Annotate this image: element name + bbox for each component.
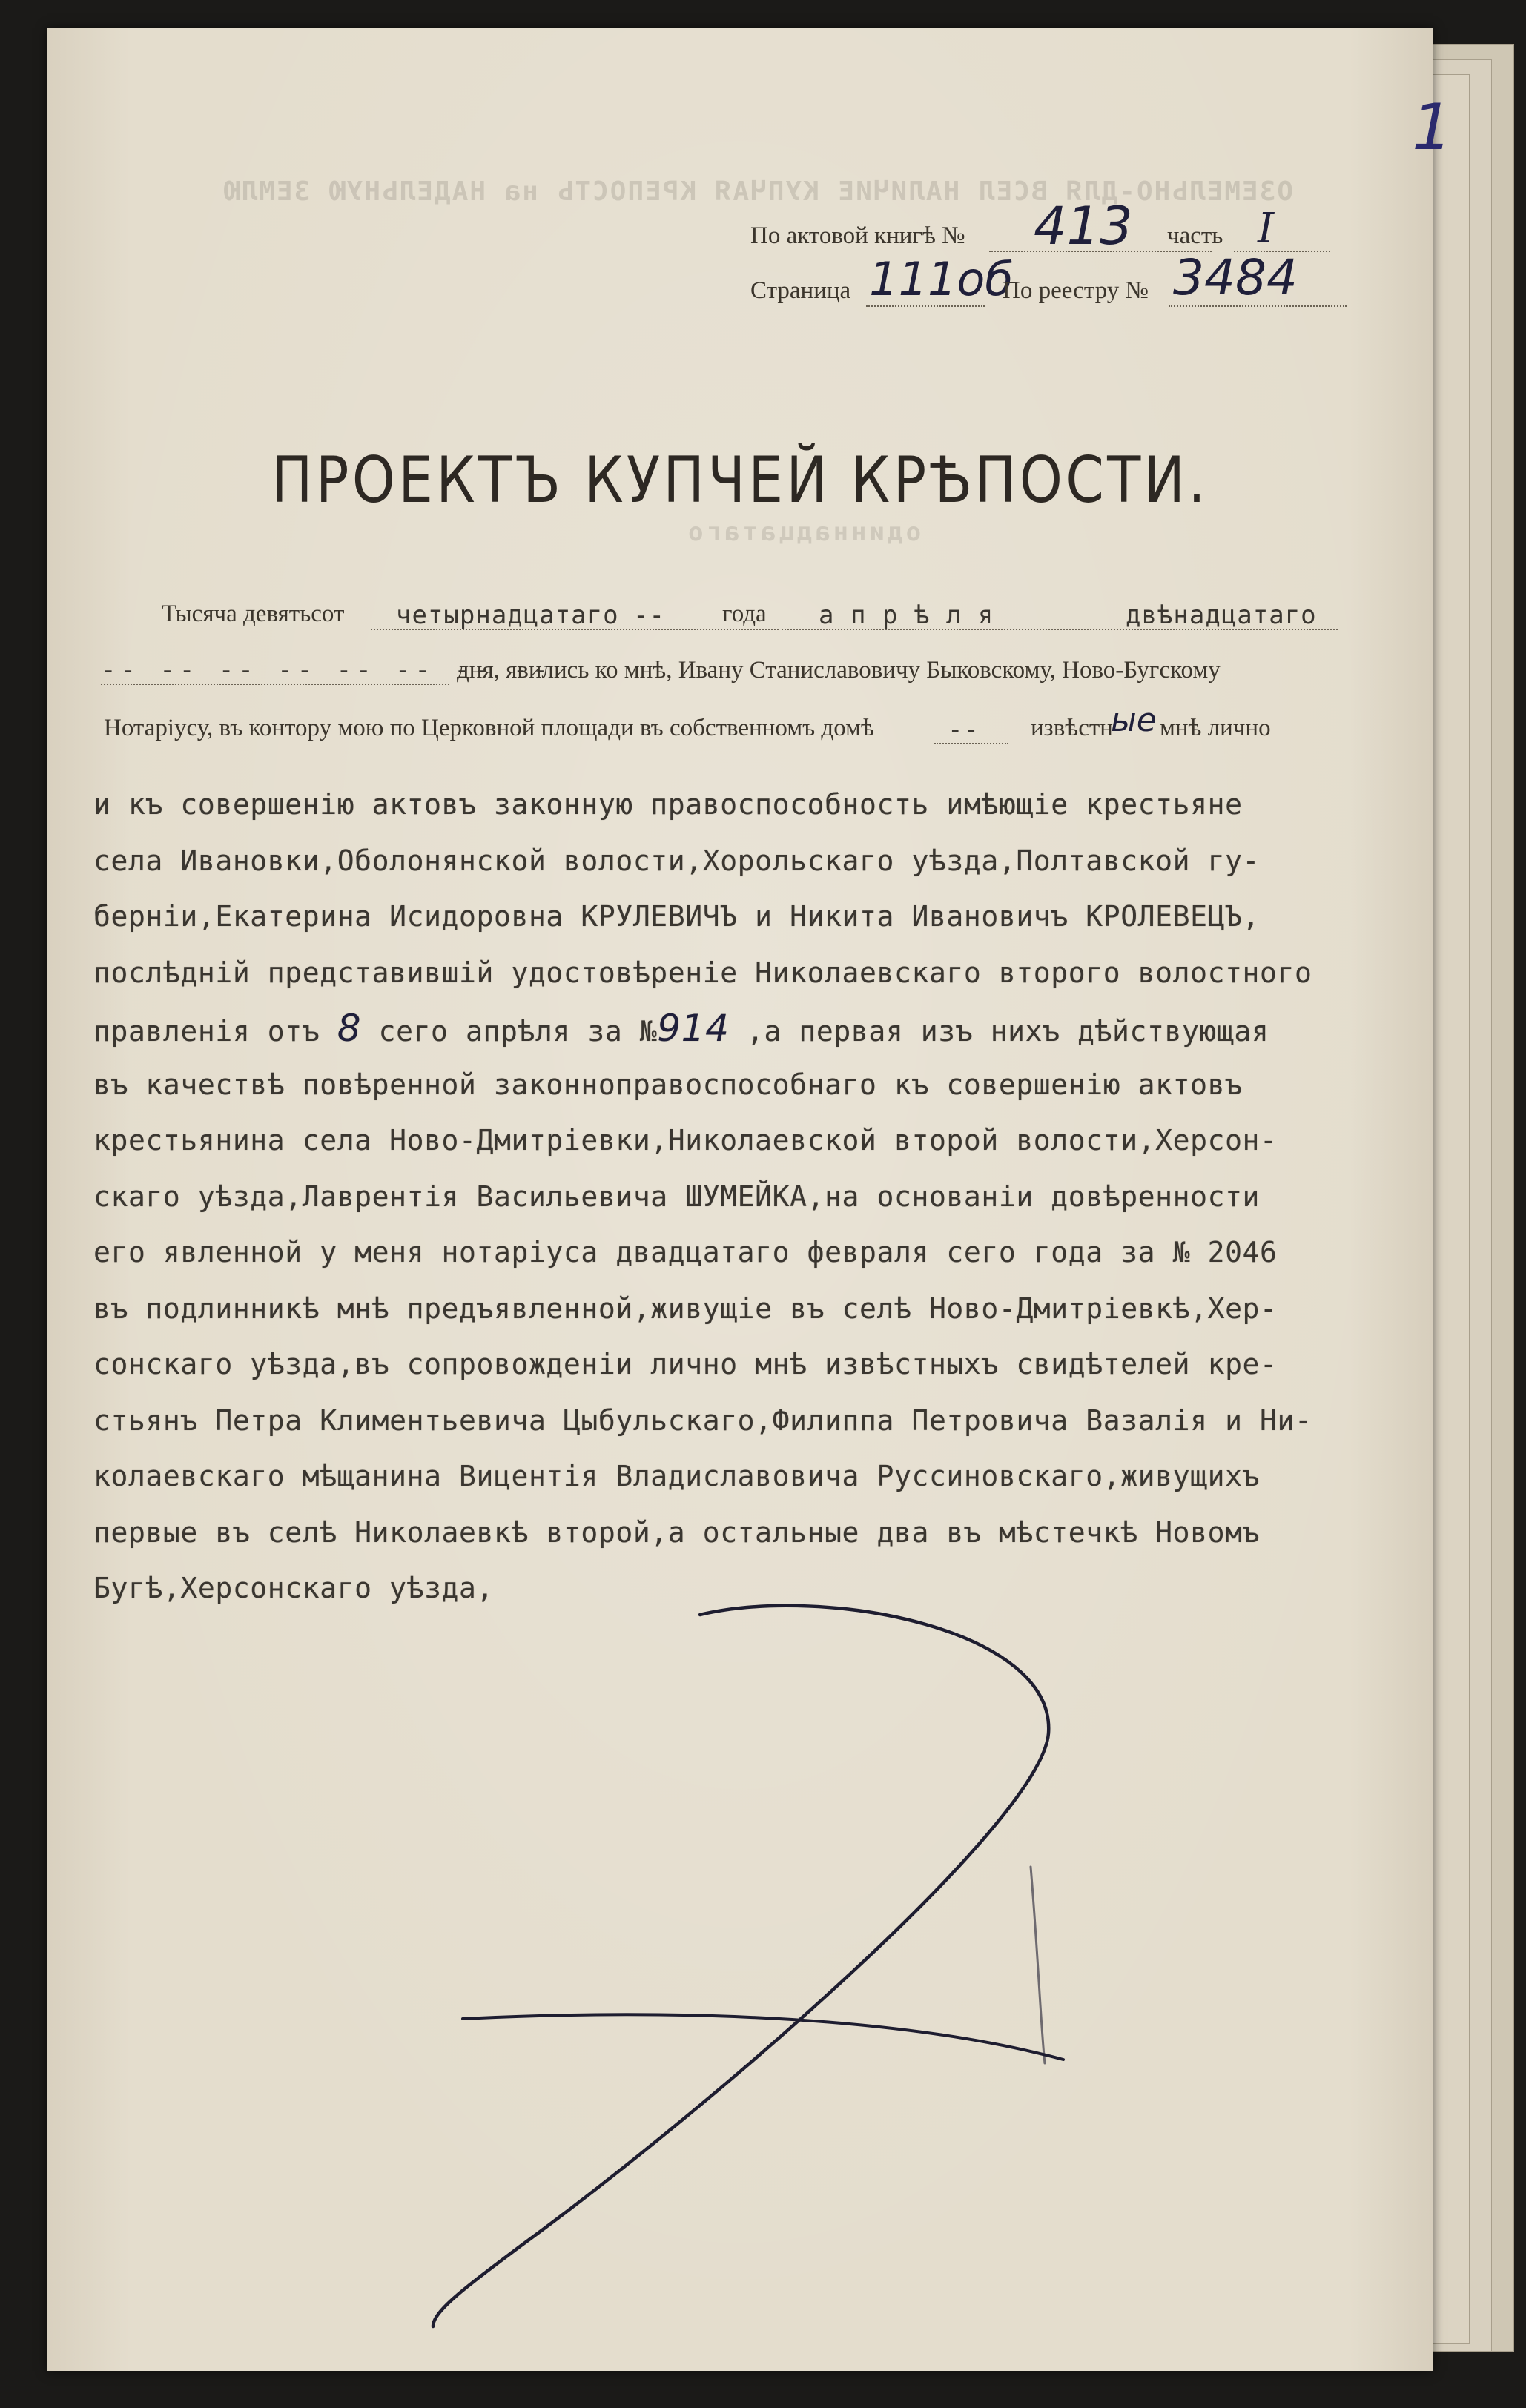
typed-line-mid: сего апрѣля за № bbox=[378, 1015, 658, 1048]
book-number: 413 bbox=[1034, 196, 1133, 257]
typed-line: колаевскаго мѣщанина Вицентія Владиславовича Руссиновскаго,живущихъ bbox=[93, 1460, 1261, 1492]
part-value: I bbox=[1258, 205, 1275, 253]
line3-text-a: Нотаріусу, въ контору мою по Церковной площади въ собственномъ домѣ bbox=[104, 715, 874, 741]
typed-line: въ качествѣ повѣренной законноправоспособнаго къ совершенію актовъ bbox=[93, 1068, 1243, 1101]
typed-line: скаго уѣзда,Лаврентія Васильевича ШУМЕЙКА,на основаніи довѣренности bbox=[93, 1180, 1261, 1213]
line1-day: двѣнадцатаго bbox=[1126, 601, 1317, 630]
typed-line: Бугѣ,Херсонскаго уѣзда, bbox=[93, 1572, 494, 1604]
document-title: ПРОЕКТЪ КУПЧЕЙ КРѢПОСТИ. bbox=[271, 443, 1209, 517]
typed-line: послѣдній представившій удостовѣреніе Николаевскаго второго волостного bbox=[93, 956, 1312, 989]
line3-text-b: извѣстн bbox=[1031, 715, 1113, 741]
line2-text: дня, явились ко мнѣ, Ивану Станиславовичу Быковскому, Ново-Бугскому bbox=[457, 657, 1221, 684]
register-label: По реестру № bbox=[1003, 277, 1149, 304]
page-value: 111об bbox=[869, 252, 1014, 306]
line1-year: четырнадцатаго bbox=[396, 601, 619, 630]
typed-line-prefix: правленія отъ bbox=[93, 1015, 320, 1048]
archive-page-number: 1 bbox=[1412, 90, 1453, 165]
typed-line: сонскаго уѣзда,въ сопровожденіи лично мнѣ извѣстныхъ свидѣтелей кре- bbox=[93, 1348, 1278, 1380]
part-label: часть bbox=[1167, 222, 1223, 249]
line1-prefix: Тысяча девятьсот bbox=[162, 601, 345, 627]
document-page bbox=[47, 28, 1453, 2371]
line3-text-c: мнѣ лично bbox=[1160, 715, 1271, 741]
handwritten-day: 8 bbox=[337, 1007, 362, 1050]
typed-line: крестьянина села Ново-Дмитріевки,Николаевской второй волости,Херсон- bbox=[93, 1124, 1278, 1157]
typed-line-tail: ,а первая изъ нихъ дѣйствующая bbox=[747, 1015, 1269, 1048]
book-label: По актовой книгѣ № bbox=[750, 222, 965, 249]
typed-line: и къ совершенію актовъ законную правоспособность имѣющіе крестьяне bbox=[93, 788, 1243, 821]
line2-dashes: -- -- -- -- -- -- -- -- bbox=[101, 655, 552, 685]
typed-line: первые въ селѣ Николаевкѣ второй,а остальные два въ мѣстечкѣ Новомъ bbox=[93, 1515, 1261, 1549]
register-number: 3484 bbox=[1173, 249, 1298, 306]
handwritten-number: 914 bbox=[657, 1007, 730, 1050]
bleed-through-text: ОЗЕМЕЛЬНО-ДЛЯ ВСЕЛ НАЛИЧИЕ КУПЧАЯ КРЕПОСТЬ на НАДЕЛЬНУЮ ЗЕМЛЮ bbox=[222, 176, 1293, 207]
typed-line: стьянъ Петра Климентьевича Цыбульскаго,Филиппа Петровича Вазалія и Ни- bbox=[93, 1403, 1312, 1437]
typed-line: въ подлинникѣ мнѣ предъявленной,живущіе въ селѣ Ново-Дмитріевкѣ,Хер- bbox=[93, 1291, 1278, 1325]
typed-line: села Ивановки,Оболонянской волости,Хорольскаго уѣзда,Полтавской гу- bbox=[93, 844, 1261, 877]
page-label: Страница bbox=[750, 277, 851, 304]
line1-dash: -- bbox=[633, 601, 665, 630]
line3-handwritten-ending: ые bbox=[1111, 701, 1157, 739]
bleed-through-text-2: одиннадцатаго bbox=[685, 517, 922, 547]
typed-line: его явленной у меня нотаріуса двадцатаго февраля сего года за № 2046 bbox=[93, 1236, 1278, 1268]
cancellation-stroke-icon bbox=[47, 28, 1433, 2371]
line3-dash: -- bbox=[948, 715, 980, 744]
line1-mid: года bbox=[722, 601, 767, 627]
line1-month: а п р ѣ л я bbox=[819, 601, 994, 630]
typed-line: берніи,Екатерина Исидоровна КРУЛЕВИЧЪ и Никита Ивановичъ КРОЛЕВЕЦЪ, bbox=[93, 900, 1261, 933]
